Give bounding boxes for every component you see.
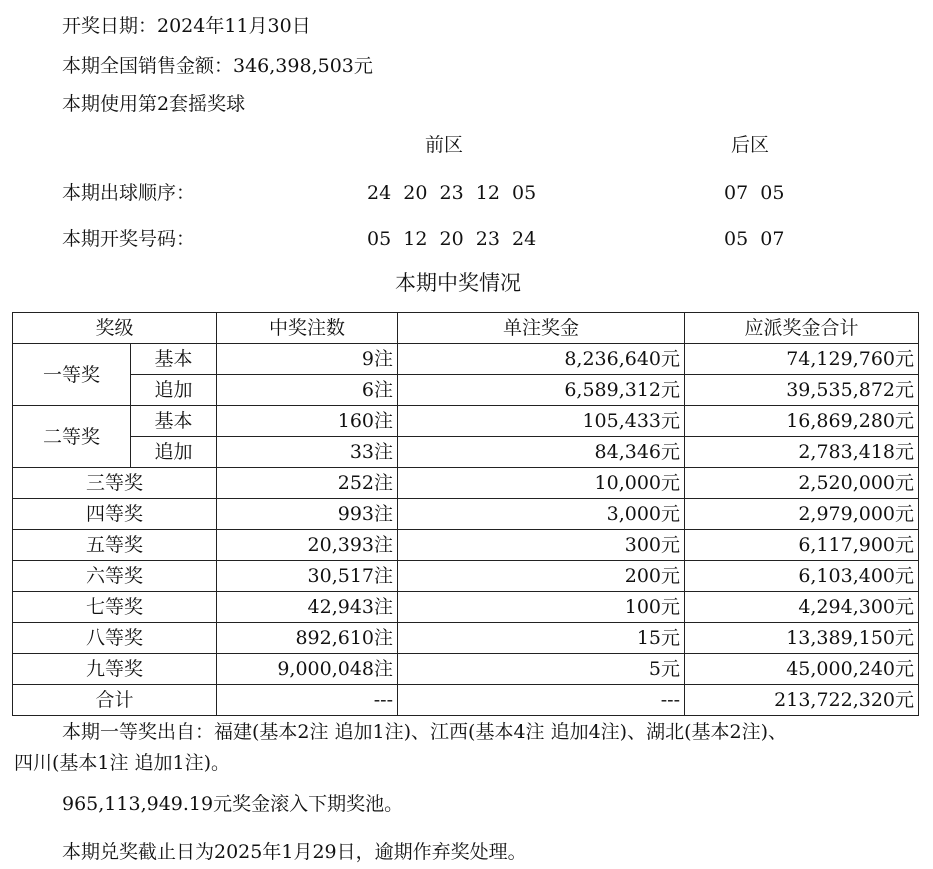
- type-cell: 追加: [131, 375, 217, 406]
- level-cell: 七等奖: [13, 592, 217, 623]
- table-row: [13, 468, 919, 499]
- draw-result-back: 05 07: [724, 228, 785, 250]
- table-row: [13, 375, 919, 406]
- ball-set: 本期使用第2套摇奖球: [62, 93, 246, 115]
- front-zone-label: 前区: [425, 134, 464, 156]
- table-row: [13, 499, 919, 530]
- type-cell: 基本: [131, 344, 217, 375]
- total-cell: 74,129,760元: [685, 344, 919, 375]
- count-cell: 993注: [217, 499, 398, 530]
- first-prize-origin-cont: 四川(基本1注 追加1注)。: [14, 752, 231, 774]
- level-cell: 五等奖: [13, 530, 217, 561]
- header-level: 奖级: [13, 313, 217, 344]
- draw-order-back: 07 05: [724, 182, 785, 204]
- prize-cell: 100元: [398, 592, 685, 623]
- table-sum-row: [13, 685, 919, 716]
- level-cell: 九等奖: [13, 654, 217, 685]
- total-cell: 2,783,418元: [685, 437, 919, 468]
- count-cell: 9注: [217, 344, 398, 375]
- draw-order-label: 本期出球顺序：: [62, 182, 196, 204]
- prize-cell: 6,589,312元: [398, 375, 685, 406]
- prize-cell: 84,346元: [398, 437, 685, 468]
- table-row: [13, 561, 919, 592]
- total-cell: 2,979,000元: [685, 499, 919, 530]
- level-cell: 二等奖: [13, 406, 131, 468]
- table-row: [13, 437, 919, 468]
- prize-cell: 8,236,640元: [398, 344, 685, 375]
- table-row: [13, 530, 919, 561]
- draw-result-front: 05 12 20 23 24: [367, 228, 537, 250]
- total-cell: 6,103,400元: [685, 561, 919, 592]
- prize-cell: 3,000元: [398, 499, 685, 530]
- first-prize-origin: 本期一等奖出自：福建(基本2注 追加1注)、江西(基本4注 追加4注)、湖北(基本2注)、: [62, 721, 787, 743]
- total-cell: 39,535,872元: [685, 375, 919, 406]
- draw-date: 开奖日期：2024年11月30日: [62, 15, 311, 37]
- total-cell: 213,722,320元: [685, 685, 919, 716]
- prize-table: [12, 312, 919, 716]
- table-row: [13, 406, 919, 437]
- prize-cell: 300元: [398, 530, 685, 561]
- count-cell: 6注: [217, 375, 398, 406]
- total-cell: 45,000,240元: [685, 654, 919, 685]
- type-cell: 基本: [131, 406, 217, 437]
- table-title: 本期中奖情况: [395, 271, 521, 295]
- total-cell: 16,869,280元: [685, 406, 919, 437]
- back-zone-label: 后区: [731, 134, 770, 156]
- count-cell: 160注: [217, 406, 398, 437]
- total-cell: 13,389,150元: [685, 623, 919, 654]
- level-cell: 四等奖: [13, 499, 217, 530]
- count-cell: 892,610注: [217, 623, 398, 654]
- total-cell: 4,294,300元: [685, 592, 919, 623]
- draw-order-front: 24 20 23 12 05: [367, 182, 537, 204]
- claim-deadline: 本期兑奖截止日为2025年1月29日，逾期作弃奖处理。: [62, 841, 527, 863]
- sales-amount: 本期全国销售金额：346,398,503元: [62, 55, 373, 77]
- table-row: [13, 623, 919, 654]
- count-cell: 30,517注: [217, 561, 398, 592]
- prize-cell: ---: [398, 685, 685, 716]
- table-row: [13, 344, 919, 375]
- table-row: [13, 654, 919, 685]
- count-cell: 9,000,048注: [217, 654, 398, 685]
- prize-cell: 15元: [398, 623, 685, 654]
- type-cell: 追加: [131, 437, 217, 468]
- prize-cell: 5元: [398, 654, 685, 685]
- header-total: 应派奖金合计: [685, 313, 919, 344]
- count-cell: 42,943注: [217, 592, 398, 623]
- prize-cell: 105,433元: [398, 406, 685, 437]
- count-cell: 20,393注: [217, 530, 398, 561]
- prize-pool: 965,113,949.19元奖金滚入下期奖池。: [62, 793, 404, 815]
- table-row: [13, 592, 919, 623]
- draw-result-label: 本期开奖号码：: [62, 228, 196, 250]
- level-cell: 八等奖: [13, 623, 217, 654]
- total-cell: 6,117,900元: [685, 530, 919, 561]
- count-cell: 33注: [217, 437, 398, 468]
- total-cell: 2,520,000元: [685, 468, 919, 499]
- count-cell: ---: [217, 685, 398, 716]
- level-cell: 合计: [13, 685, 217, 716]
- level-cell: 三等奖: [13, 468, 217, 499]
- table-header-row: [13, 313, 919, 344]
- header-count: 中奖注数: [217, 313, 398, 344]
- header-prize: 单注奖金: [398, 313, 685, 344]
- prize-cell: 200元: [398, 561, 685, 592]
- count-cell: 252注: [217, 468, 398, 499]
- level-cell: 一等奖: [13, 344, 131, 406]
- level-cell: 六等奖: [13, 561, 217, 592]
- prize-cell: 10,000元: [398, 468, 685, 499]
